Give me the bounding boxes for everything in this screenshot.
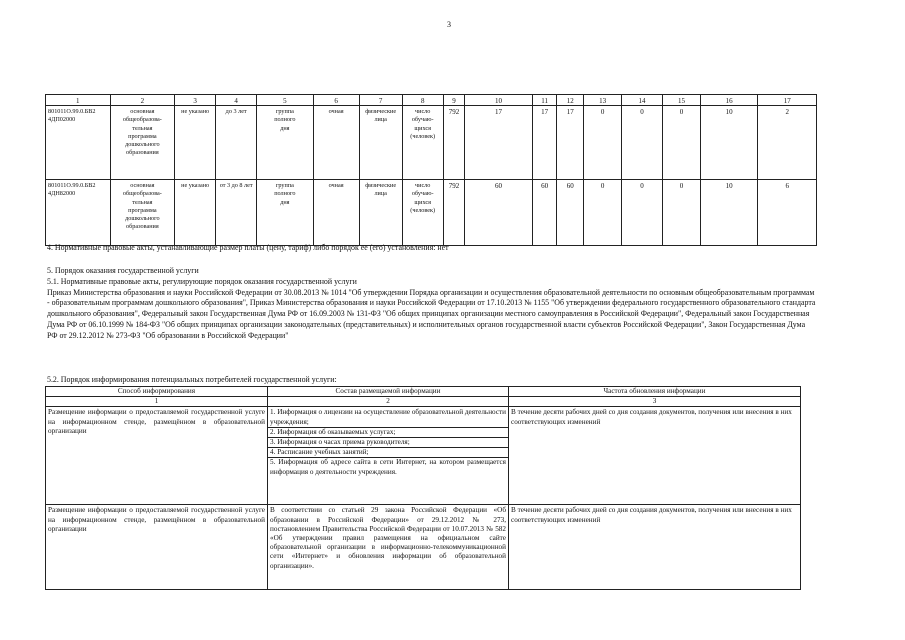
column-number: 3 — [509, 397, 801, 407]
informing-header-row — [46, 387, 801, 397]
column-number: 12 — [557, 95, 584, 106]
value-cell: 0 — [584, 180, 622, 246]
method-cell: Размещение информации о предоставляемой государственной услуге на информационном стенде, размещённом в образовательной организации — [46, 505, 268, 590]
frequency-cell: В течение десяти рабочих дней со дня создания документов, получения или внесения в них соответствующих изменений — [509, 407, 801, 505]
column-number: 2 — [268, 397, 509, 407]
value-cell: 10 — [700, 106, 757, 180]
indicator-cell: число обучаю- щихся (человек) — [402, 180, 443, 246]
column-number: 13 — [584, 95, 622, 106]
column-number: 10 — [465, 95, 533, 106]
value-cell: 2 — [758, 106, 817, 180]
frequency-cell: В течение десяти рабочих дней со дня создания документов, получения или внесения в них соответствующих изменений — [509, 505, 801, 590]
method-cell: Размещение информации о предоставляемой государственной услуге на информационном стенде, размещённом в образовательной организации — [46, 407, 268, 505]
column-number: 4 — [216, 95, 257, 106]
group-cell: группа полного дня — [257, 106, 313, 180]
column-number: 14 — [622, 95, 663, 106]
age-cell: до 3 лет — [216, 106, 257, 180]
registry-code-cell: 801011О.99.0.БВ2 4ДН82000 — [46, 180, 111, 246]
program-cell: основная общеобразова- тельная программа дошкольного образования — [110, 180, 175, 246]
value-cell: 6 — [758, 180, 817, 246]
value-cell: 17 — [465, 106, 533, 180]
form-cell: очная — [313, 180, 359, 246]
column-number: 8 — [402, 95, 443, 106]
list-item: 4. Расписание учебных занятий; — [268, 448, 508, 458]
persons-cell: физические лица — [359, 180, 402, 246]
column-number-row — [46, 397, 801, 407]
content-cell — [268, 407, 509, 505]
indicator-cell: число обучаю- щихся (человек) — [402, 106, 443, 180]
section-5-title: 5. Порядок оказания государственной услуги — [47, 266, 199, 275]
value-cell: 60 — [557, 180, 584, 246]
page-number: 3 — [447, 20, 451, 29]
value-cell: 0 — [663, 180, 701, 246]
section-5-1-body: Приказ Министерства образования и науки Российской Федерации от 30.08.2013 № 1014 "Об утверждении Порядка организации и осуществления образовательной деятельности по основным общеобразовательным программам - образовательным программам дошкольного образования", Приказ Министерства образования и науки Российской Федерации от 17.10.2013 № 1155 "Об утверждении федерального государственного образовательного стандарта дошкольного образования", Федеральный закон Государственная Дума РФ от 16.09.2003 № 131-ФЗ "Об общих принципах организации местного самоуправления в Российской Федерации", Федеральный закон Государственная Дума РФ от 06.10.1999 № 184-ФЗ "Об общих принципах организации законодательных (представительных) и исполнительных органов государственной власти субъектов Российской Федерации", Закон Государственная Дума РФ от 29.12.2012 № 273-ФЗ "Об образовании в Российской Федерации" — [47, 287, 816, 340]
column-number: 5 — [257, 95, 313, 106]
column-number: 15 — [663, 95, 701, 106]
value-cell: 0 — [663, 106, 701, 180]
content-cell: В соответствии со статьей 29 закона Российской Федерации «Об образовании в Российской Федерации» от 29.12.2012 № 273, постановлением Правительства Российской Федерации от 10.07.2013 № 582 «Об утверждении правил размещения на официальном сайте образовательной организации в информационно-телекоммуникационной сети «Интернет» и обновления информации об образовательной организации». — [268, 505, 509, 590]
group-cell: группа полного дня — [257, 180, 313, 246]
okei-cell: 792 — [443, 180, 465, 246]
column-number: 2 — [110, 95, 175, 106]
table-row — [46, 505, 801, 590]
column-number: 16 — [700, 95, 757, 106]
form-cell: очная — [313, 106, 359, 180]
header-cell: Частота обновления информации — [509, 387, 801, 397]
column-number: 1 — [46, 397, 268, 407]
list-item: 5. Информация об адресе сайта в сети Интернет, на котором размещается информация о деятельности учреждения. — [270, 458, 506, 476]
header-cell: Способ информирования — [46, 387, 268, 397]
column-number: 17 — [758, 95, 817, 106]
table-cell: не указано — [175, 180, 216, 246]
program-cell: основная общеобразова- тельная программа дошкольного образования — [110, 106, 175, 180]
table-row — [46, 106, 817, 180]
column-number-row — [46, 95, 817, 106]
section-5-1-title: 5.1. Нормативные правовые акты, регулирующие порядок оказания государственной услуги — [47, 276, 357, 286]
list-item: 1. Информация о лицензии на осуществление образовательной деятельности учреждения; — [268, 408, 508, 427]
column-number: 9 — [443, 95, 465, 106]
section-4-text: 4. Нормативные правовые акты, устанавливающие размер платы (цену, тариф) либо порядок ее (его) установления: нет — [47, 243, 449, 252]
list-item: 3. Информация о часах приема руководителя; — [268, 438, 508, 448]
table-row — [46, 407, 801, 505]
okei-cell: 792 — [443, 106, 465, 180]
table-row — [46, 180, 817, 246]
section-5 — [47, 266, 817, 342]
service-volume-table — [45, 94, 817, 246]
persons-cell: физические лица — [359, 106, 402, 180]
age-cell: от 3 до 8 лет — [216, 180, 257, 246]
value-cell: 10 — [700, 180, 757, 246]
value-cell: 0 — [622, 180, 663, 246]
registry-code-cell: 801011О.99.0.БВ2 4ДП02000 — [46, 106, 111, 180]
informing-table — [45, 386, 801, 590]
column-number: 7 — [359, 95, 402, 106]
value-cell: 60 — [465, 180, 533, 246]
column-number: 3 — [175, 95, 216, 106]
value-cell: 0 — [622, 106, 663, 180]
value-cell: 17 — [557, 106, 584, 180]
column-number: 1 — [46, 95, 111, 106]
value-cell: 60 — [532, 180, 557, 246]
header-cell: Состав размещаемой информации — [268, 387, 509, 397]
section-5-2-title: 5.2. Порядок информирования потенциальных потребителей государственной услуги: — [47, 375, 337, 384]
value-cell: 0 — [584, 106, 622, 180]
list-item: 2. Информация об оказываемых услугах; — [268, 428, 508, 438]
value-cell: 17 — [532, 106, 557, 180]
column-number: 11 — [532, 95, 557, 106]
table-cell: не указано — [175, 106, 216, 180]
column-number: 6 — [313, 95, 359, 106]
